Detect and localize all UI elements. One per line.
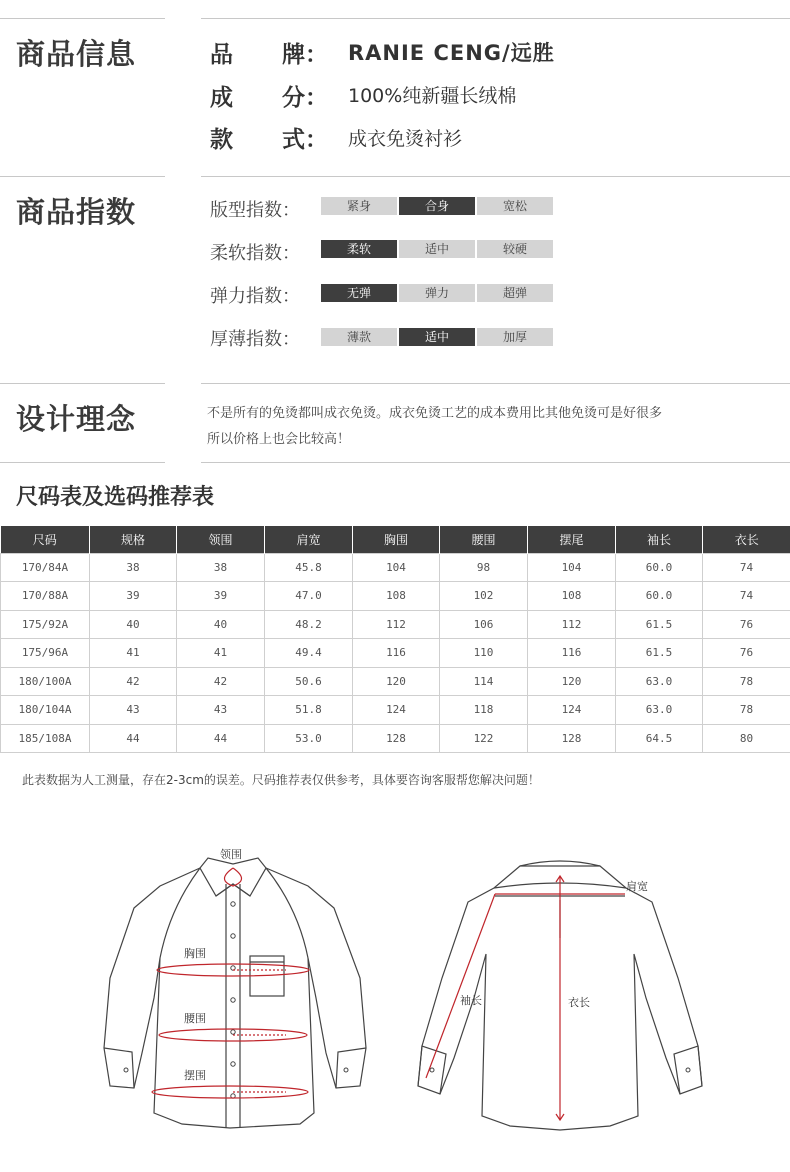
material-label-a: 成: [210, 85, 233, 111]
column-header: 胸围: [353, 526, 440, 553]
size-chart-heading: 尺码表及选码推荐表: [16, 485, 215, 510]
fit-index-bar: [321, 197, 555, 215]
table-cell: 128: [528, 724, 616, 753]
shoulder-label: 肩宽: [626, 880, 648, 893]
table-cell: 41: [177, 639, 265, 668]
brand-value: RANIE CENG/远胜: [348, 41, 555, 65]
divider: [0, 176, 165, 177]
table-cell: 102: [440, 582, 528, 611]
waist-label: 腰围: [184, 1012, 206, 1025]
table-cell: 116: [353, 639, 440, 668]
length-label: 衣长: [568, 996, 590, 1009]
material-value: 100%纯新疆长绒棉: [348, 85, 517, 107]
concept-line: 所以价格上也会比较高！: [207, 432, 351, 447]
concept-line: 不是所有的免烫都叫成衣免烫。成衣免烫工艺的成本费用比其他免烫可是好很多: [207, 406, 663, 421]
table-cell: 108: [353, 582, 440, 611]
table-cell: 47.0: [265, 582, 353, 611]
size-table: [0, 526, 790, 753]
index-option: 宽松: [477, 197, 553, 215]
index-option: 加厚: [477, 328, 553, 346]
table-cell: 98: [440, 553, 528, 582]
button-icons: [124, 902, 348, 1098]
table-cell: 42: [90, 667, 177, 696]
table-row: [1, 696, 790, 725]
table-row: [1, 639, 790, 668]
table-cell: 112: [528, 610, 616, 639]
table-cell: 112: [353, 610, 440, 639]
divider: [201, 176, 790, 177]
column-header: 衣长: [703, 526, 790, 553]
divider: [0, 18, 165, 19]
table-cell: 80: [703, 724, 790, 753]
table-cell: 116: [528, 639, 616, 668]
table-cell: 76: [703, 610, 790, 639]
table-cell: 60.0: [616, 553, 703, 582]
table-cell: 42: [177, 667, 265, 696]
table-cell: 50.6: [265, 667, 353, 696]
table-header-row: [1, 526, 790, 553]
table-row: [1, 724, 790, 753]
table-cell: 180/104A: [1, 696, 90, 725]
divider: [0, 383, 165, 384]
style-label-a: 款: [210, 127, 233, 153]
index-option: 柔软: [321, 240, 397, 258]
table-cell: 63.0: [616, 696, 703, 725]
size-table-body: [1, 553, 790, 753]
table-cell: 185/108A: [1, 724, 90, 753]
table-cell: 175/92A: [1, 610, 90, 639]
table-cell: 61.5: [616, 610, 703, 639]
brand-label-a: 品: [210, 42, 233, 68]
table-cell: 44: [177, 724, 265, 753]
design-concept-text: [207, 401, 767, 453]
index-option: 薄款: [321, 328, 397, 346]
brand-label: [210, 36, 328, 69]
product-index-heading: 商品指数: [16, 195, 137, 229]
table-cell: 60.0: [616, 582, 703, 611]
divider: [201, 18, 790, 19]
table-cell: 44: [90, 724, 177, 753]
table-cell: 61.5: [616, 639, 703, 668]
softness-index-label: 柔软指数：: [210, 243, 300, 264]
elasticity-index-bar: [321, 284, 555, 302]
table-cell: 43: [177, 696, 265, 725]
product-info-heading: 商品信息: [16, 37, 137, 71]
table-cell: 110: [440, 639, 528, 668]
index-option: 无弹: [321, 284, 397, 302]
sleeve-label: 袖长: [460, 994, 482, 1007]
table-row: [1, 553, 790, 582]
divider: [201, 383, 790, 384]
table-cell: 39: [177, 582, 265, 611]
style-label: [210, 121, 328, 154]
table-cell: 76: [703, 639, 790, 668]
table-cell: 78: [703, 696, 790, 725]
table-cell: 108: [528, 582, 616, 611]
table-cell: 63.0: [616, 667, 703, 696]
table-cell: 38: [177, 553, 265, 582]
column-header: 腰围: [440, 526, 528, 553]
thickness-index-label: 厚薄指数：: [210, 329, 300, 350]
table-cell: 180/100A: [1, 667, 90, 696]
index-option: 适中: [399, 240, 475, 258]
back-measure-lines: [426, 876, 625, 1120]
table-cell: 170/84A: [1, 553, 90, 582]
shirt-measurement-diagram: [90, 838, 710, 1138]
brand-label-b: 牌：: [282, 42, 328, 68]
table-cell: 170/88A: [1, 582, 90, 611]
table-cell: 38: [90, 553, 177, 582]
divider: [201, 462, 790, 463]
table-cell: 78: [703, 667, 790, 696]
column-header: 尺码: [1, 526, 90, 553]
table-cell: 74: [703, 582, 790, 611]
table-cell: 114: [440, 667, 528, 696]
table-cell: 43: [90, 696, 177, 725]
style-label-b: 式：: [282, 127, 328, 153]
table-cell: 124: [528, 696, 616, 725]
table-row: [1, 582, 790, 611]
index-option: 超弹: [477, 284, 553, 302]
table-cell: 41: [90, 639, 177, 668]
column-header: 领围: [177, 526, 265, 553]
softness-index-bar: [321, 240, 555, 258]
table-cell: 106: [440, 610, 528, 639]
material-label-b: 分：: [282, 85, 328, 111]
column-header: 肩宽: [265, 526, 353, 553]
fit-index-label: 版型指数：: [210, 200, 300, 221]
column-header: 摆尾: [528, 526, 616, 553]
table-cell: 40: [90, 610, 177, 639]
table-cell: 175/96A: [1, 639, 90, 668]
elasticity-index-label: 弹力指数：: [210, 286, 300, 307]
table-row: [1, 667, 790, 696]
table-cell: 120: [353, 667, 440, 696]
table-cell: 124: [353, 696, 440, 725]
table-cell: 53.0: [265, 724, 353, 753]
table-cell: 74: [703, 553, 790, 582]
table-cell: 48.2: [265, 610, 353, 639]
table-cell: 51.8: [265, 696, 353, 725]
size-note: 此表数据为人工测量，存在2-3cm的误差。尺码推荐表仅供参考，具体要咨询客服帮您解决问题！: [22, 773, 540, 787]
table-cell: 64.5: [616, 724, 703, 753]
chest-label: 胸围: [184, 947, 206, 960]
table-cell: 39: [90, 582, 177, 611]
style-value: 成衣免烫衬衫: [348, 128, 463, 150]
index-option: 适中: [399, 328, 475, 346]
table-cell: 118: [440, 696, 528, 725]
table-cell: 104: [528, 553, 616, 582]
table-cell: 49.4: [265, 639, 353, 668]
table-cell: 122: [440, 724, 528, 753]
thickness-index-bar: [321, 328, 555, 346]
table-cell: 104: [353, 553, 440, 582]
column-header: 袖长: [616, 526, 703, 553]
design-concept-heading: 设计理念: [16, 402, 137, 436]
hem-label: 摆围: [184, 1069, 206, 1082]
column-header: 规格: [90, 526, 177, 553]
index-option: 弹力: [399, 284, 475, 302]
index-option: 合身: [399, 197, 475, 215]
table-cell: 40: [177, 610, 265, 639]
collar-label: 领围: [220, 848, 242, 861]
table-cell: 120: [528, 667, 616, 696]
material-label: [210, 79, 328, 112]
index-option: 紧身: [321, 197, 397, 215]
front-shirt-icon: [104, 858, 366, 1128]
table-cell: 45.8: [265, 553, 353, 582]
table-row: [1, 610, 790, 639]
divider: [0, 462, 165, 463]
table-cell: 128: [353, 724, 440, 753]
index-option: 较硬: [477, 240, 553, 258]
